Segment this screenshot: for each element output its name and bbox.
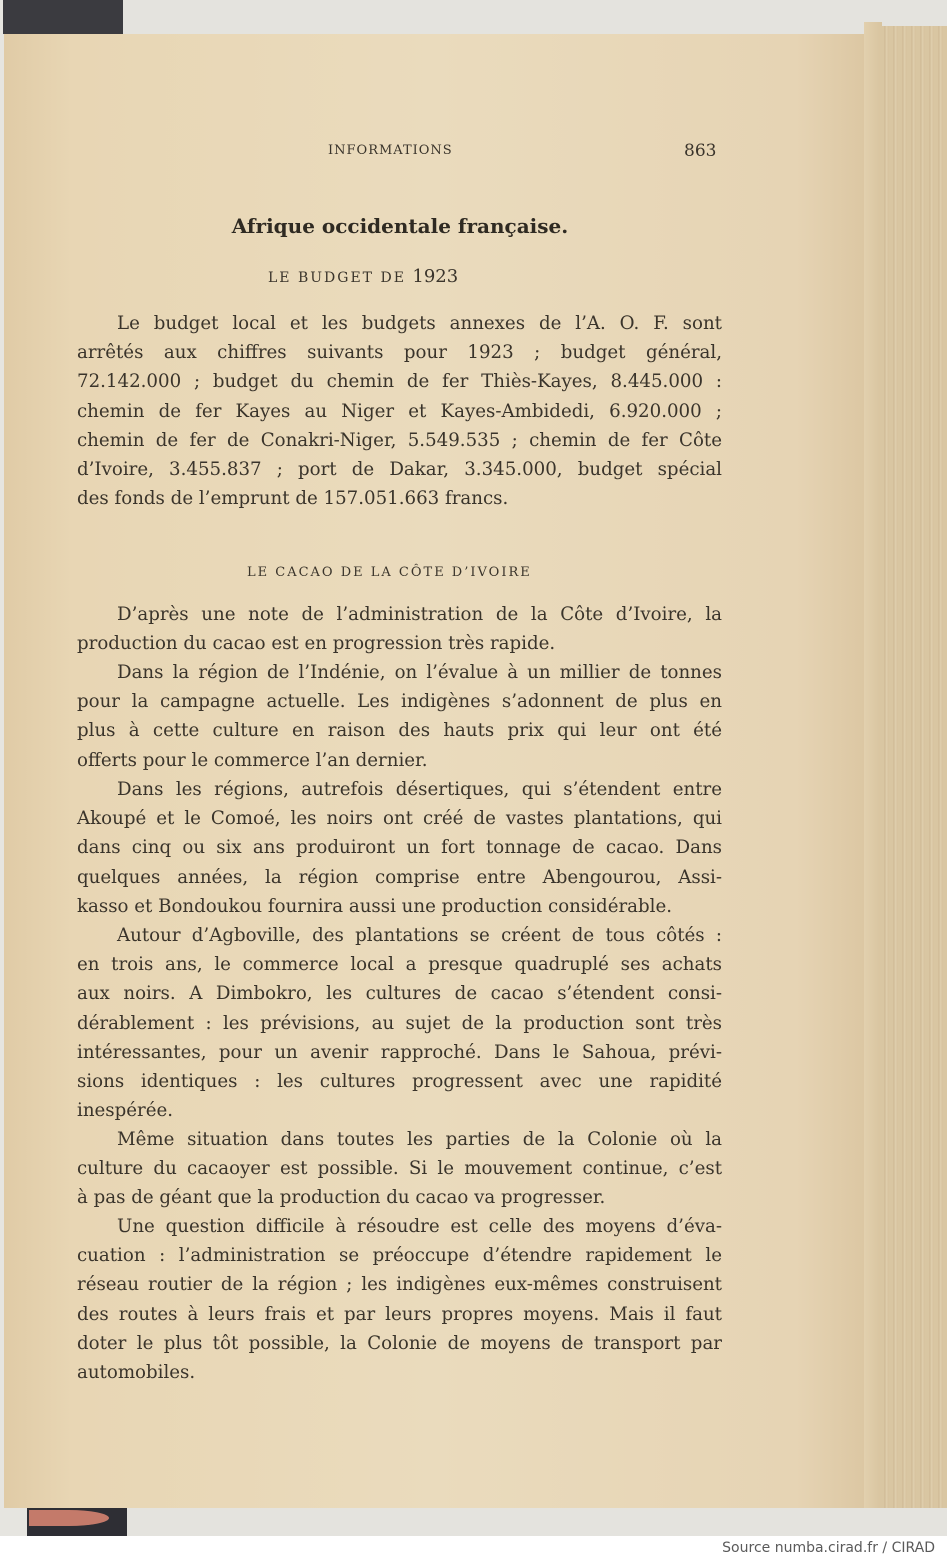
text-line: Le budget local et les budgets annexes de l’A. O. F. sont	[117, 313, 722, 334]
text-line: dans cinq ou six ans produiront un fort tonnage de cacao. Dans	[77, 837, 722, 859]
text-line: cuation : l’administration se préoccupe d’étendre rapidement le	[77, 1245, 722, 1267]
text-line: culture du cacaoyer est possible. Si le mouvement continue, c’est	[77, 1158, 722, 1180]
text-line: chemin de fer Kayes au Niger et Kayes-Ambidedi, 6.920.000 ;	[77, 400, 722, 422]
cacao-paragraph-4	[77, 921, 722, 1125]
text-line: des fonds de l’emprunt de 157.051.663 francs.	[77, 488, 509, 510]
text-line: à pas de géant que la production du cacao va progresser.	[77, 1187, 606, 1209]
text-line: automobiles.	[77, 1362, 196, 1384]
cacao-paragraph-5	[77, 1125, 722, 1213]
text-line: chemin de fer de Conakri-Niger, 5.549.535 ; chemin de fer Côte	[77, 429, 722, 451]
text-line: sions identiques : les cultures progressent avec une rapidité	[77, 1071, 722, 1093]
text-line: aux noirs. A Dimbokro, les cultures de cacao s’étendent consi-	[77, 983, 722, 1005]
cacao-paragraph-3	[77, 775, 722, 921]
text-line: dérablement : les prévisions, au sujet de la production sont très	[77, 1012, 722, 1034]
section-heading-text: LE BUDGET DE	[268, 270, 406, 286]
article-title-text: Afrique occidentale française.	[231, 214, 569, 238]
page-number: 863	[684, 141, 717, 161]
section-heading-cacao: LE CACAO DE LA CÔTE D’IVOIRE	[247, 565, 532, 580]
text-line: d’Ivoire, 3.455.837 ; port de Dakar, 3.345.000, budget spécial	[77, 459, 722, 481]
text-line: D’après une note de l’administration de la Côte d’Ivoire, la	[117, 604, 722, 625]
text-line: inespérée.	[77, 1100, 174, 1122]
book-binding-top	[3, 0, 123, 34]
text-line: doter le plus tôt possible, la Colonie de moyens de transport par	[77, 1332, 722, 1354]
article-title	[0, 214, 800, 238]
text-line: Dans la région de l’Indénie, on l’évalue à un millier de tonnes	[117, 662, 722, 683]
text-line: 72.142.000 ; budget du chemin de fer Thiès-Kayes, 8.445.000 :	[77, 371, 722, 393]
text-line: Autour d’Agboville, des plantations se créent de tous côtés :	[117, 925, 722, 946]
section-heading-year: 1923	[412, 266, 459, 287]
text-line: Dans les régions, autrefois désertiques, qui s’étendent entre	[117, 779, 722, 800]
text-line: plus à cette culture en raison des hauts prix qui leur ont été	[77, 720, 722, 742]
text-line: offerts pour le commerce l’an dernier.	[77, 749, 428, 771]
text-line: Akoupé et le Comoé, les noirs ont créé de vastes plantations, qui	[77, 808, 722, 830]
text-line: production du cacao est en progression très rapide.	[77, 633, 556, 655]
running-head: INFORMATIONS	[328, 143, 453, 158]
cacao-paragraph-2	[77, 658, 722, 775]
text-line: pour la campagne actuelle. Les indigènes s’adonnent de plus en	[77, 691, 722, 713]
text-line: en trois ans, le commerce local a presque quadruplé ses achats	[77, 954, 722, 976]
text-line: Même situation dans toutes les parties de la Colonie où la	[117, 1129, 722, 1150]
text-line: quelques années, la région comprise entre Abengourou, Assi-	[77, 866, 722, 888]
cacao-paragraph-6	[77, 1212, 722, 1387]
text-line: réseau routier de la région ; les indigènes eux-mêmes construisent	[77, 1274, 722, 1296]
cacao-paragraph-1	[77, 600, 722, 658]
text-line: Une question difficile à résoudre est celle des moyens d’éva-	[117, 1216, 722, 1237]
section-heading-budget	[268, 266, 458, 287]
stacked-page-edges	[880, 26, 947, 1508]
text-line: kasso et Bondoukou fournira aussi une production considérable.	[77, 895, 672, 917]
book-binding-bottom	[27, 1508, 127, 1536]
text-line: arrêtés aux chiffres suivants pour 1923 ; budget général,	[77, 342, 722, 364]
source-credit: Source numba.cirad.fr / CIRAD	[722, 1540, 935, 1556]
text-line: intéressantes, pour un avenir rapproché. Dans le Sahoua, prévi-	[77, 1041, 722, 1063]
budget-paragraph	[77, 309, 722, 513]
text-line: des routes à leurs frais et par leurs propres moyens. Mais il faut	[77, 1303, 722, 1325]
